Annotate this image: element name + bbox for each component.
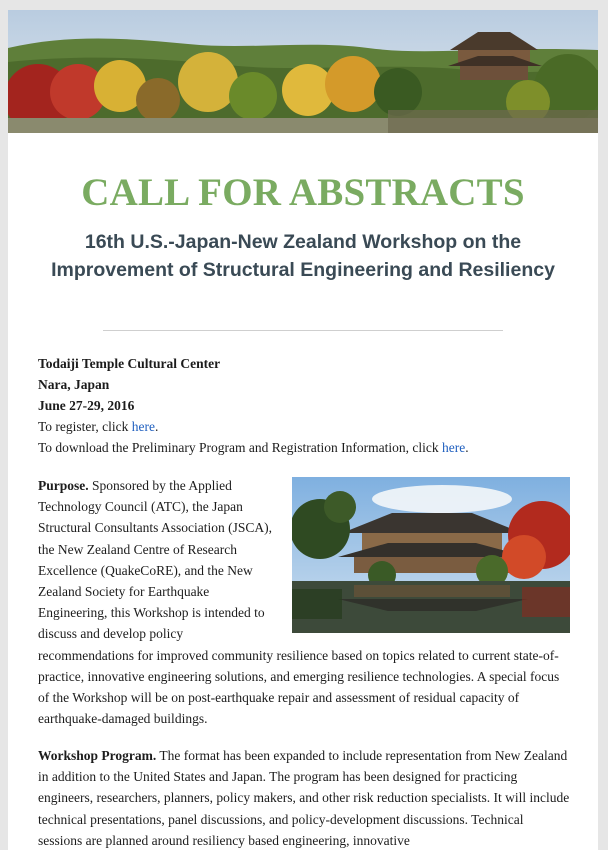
event-dates: June 27-29, 2016 — [38, 398, 135, 413]
purpose-heading: Purpose. — [38, 478, 89, 493]
register-text: To register, click — [38, 419, 132, 434]
email-card — [8, 10, 598, 850]
program-body: The format has been expanded to include representation from New Zealand in addition to the United States and Japan. The program has been designed for practicing engineers, researchers, planners, policy makers, and other risk reduction specialists. It will include technical presentations, panel discussions, and policy-development discussions. Technical sessions are planned around resiliency based engineering, innovative — [38, 748, 570, 848]
download-program-link[interactable]: here — [441, 440, 466, 455]
download-text: To download the Preliminary Program and Registration Information, click — [38, 440, 442, 455]
divider — [103, 330, 503, 331]
download-period: . — [465, 440, 469, 455]
purpose-body: Sponsored by the Applied Technology Council (ATC), the Japan Structural Consultants Association (JSCA), the New Zealand Centre of Research Excellence (QuakeCoRE), and the New Zealand Society for Earthquake Engineering, this Workshop is intended to discuss and develop policy recommendations for improved community resilience based on topics related to current state-of-practice, innovative engineering solutions, and emerging resilience technologies. A special focus of the Workshop will be on post-earthquake repair and assessment of residual capacity of earthquake-damaged buildings. — [38, 478, 560, 727]
workshop-program-section — [38, 745, 570, 850]
headline-call-for-abstracts: CALL FOR ABSTRACTS — [81, 171, 525, 214]
download-line — [38, 437, 578, 458]
event-location: Nara, Japan — [38, 377, 110, 392]
register-period: . — [154, 419, 159, 434]
header-banner-image — [8, 10, 598, 133]
program-heading: Workshop Program. — [38, 748, 157, 763]
register-link[interactable]: here — [131, 419, 155, 434]
venue-name: Todaiji Temple Cultural Center — [38, 356, 221, 371]
register-line — [38, 416, 578, 437]
event-details — [38, 353, 578, 458]
temple-photo — [292, 477, 570, 633]
purpose-section — [38, 475, 570, 729]
workshop-title: 16th U.S.-Japan-New Zealand Workshop on the Improvement of Structural Engineering and Resiliency — [51, 231, 555, 281]
